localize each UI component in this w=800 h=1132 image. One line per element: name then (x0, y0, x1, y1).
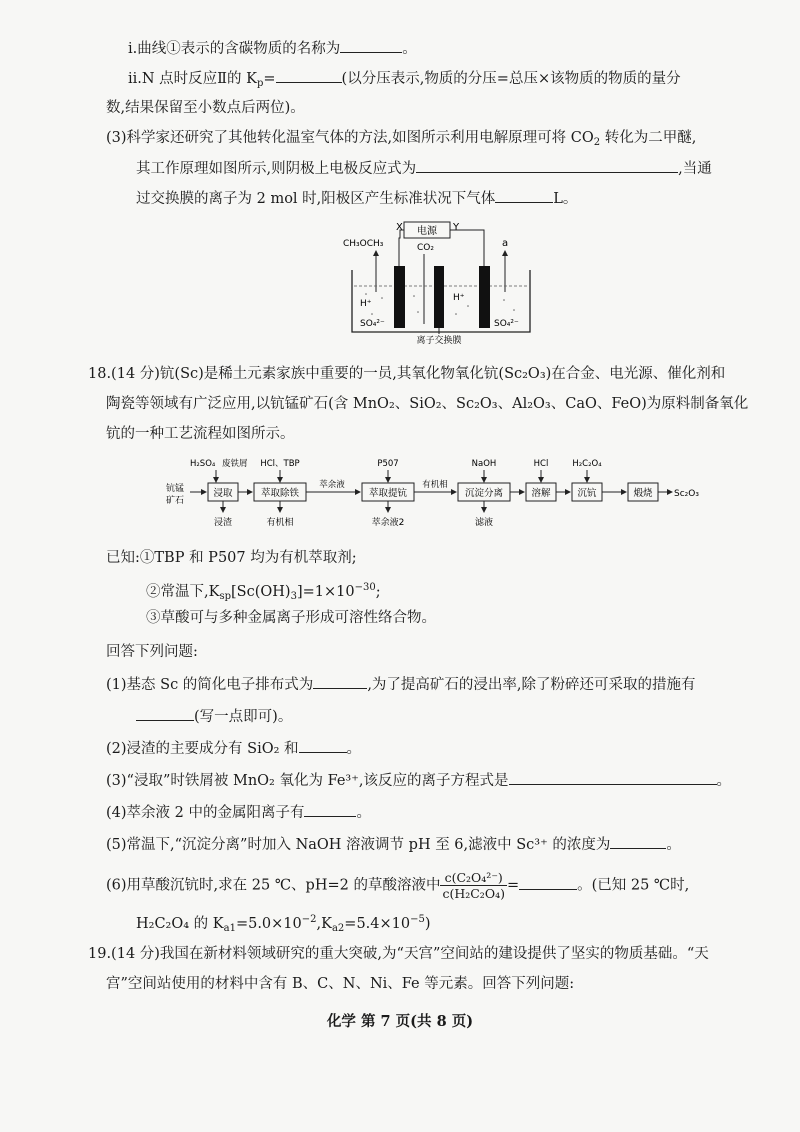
q17-ii-line2: 数,结果保留至小数点后两位)。 (106, 100, 305, 116)
step-precipitation-label: 沉淀分离 (464, 488, 504, 499)
raw-material-1: 钪锰 (166, 484, 185, 494)
q17-p3-line3: 过交换膜的离子为 2 mol 时,阳极区产生标准状况下气体 L。 (136, 188, 577, 209)
final-product: Sc₂O₃ (674, 489, 699, 499)
q18-intro-2: 陶瓷等领域有广泛应用,以钪锰矿石(含 MnO₂、SiO₂、Sc₂O₃、Al₂O₃、CaO、FeO)为原料制备氧化 (106, 396, 749, 412)
arrowhead-dme (373, 250, 379, 256)
q18-intro-3: 钪的一种工艺流程如图所示。 (106, 426, 295, 442)
q18-part-3: (3)“浸取”时铁屑被 MnO₂ 氧化为 Fe³⁺,该反应的离子方程式是 。 (106, 770, 731, 791)
q18-part-6: (6)用草酸沉钪时,求在 25 ℃、pH=2 的草酸溶液中 $\frac{\text{c(C₂O₄²⁻)}}{\text{c(H₂C₂O₄)}}$ = 。(已知 25 ℃时, (106, 870, 690, 901)
answer-blank[interactable] (276, 68, 342, 83)
q18-part-2: (2)浸渣的主要成分有 SiO₂ 和 。 (106, 738, 361, 759)
answer-prompt: 回答下列问题: (106, 644, 198, 660)
answer-blank[interactable] (340, 38, 402, 53)
step-iron-extraction-label: 萃取除铁 (260, 488, 300, 499)
answer-blank[interactable] (136, 706, 194, 721)
ion-so4-right: SO₄²⁻ (494, 319, 519, 329)
q18-part-5: (5)常温下,“沉淀分离”时加入 NaOH 溶液调节 pH 至 6,滤液中 Sc³⁺ 的浓度为 。 (106, 834, 681, 855)
step-calcination-label: 煅烧 (633, 488, 653, 499)
cathode-electrode (394, 266, 405, 328)
answer-blank[interactable] (416, 158, 678, 173)
ion-h-left: H⁺ (360, 299, 372, 309)
q18-intro-1: 18.(14 分)钪(Sc)是稀土元素家族中重要的一员,其氧化物氧化钪(Sc₂O₃)在合金、电光源、催化剂和 (88, 366, 726, 382)
terminal-y: Y (453, 222, 460, 233)
anode-electrode (479, 266, 490, 328)
ion-h-mid: H⁺ (453, 293, 465, 303)
reagent-hcl: HCl (533, 459, 549, 469)
intermediate-raffinate: 萃余液 (319, 480, 345, 490)
step-dissolve-label: 溶解 (531, 488, 551, 499)
output-filtrate: 滤液 (474, 518, 494, 528)
answer-blank[interactable] (313, 674, 367, 689)
power-label: 电源 (417, 226, 437, 237)
ion-so4-left: SO₄²⁻ (360, 319, 385, 329)
answer-blank[interactable] (519, 875, 577, 890)
known-2: ②常温下$,K_{sp}[Sc(OH)_3]=1\times 10^{-30}$; (146, 582, 381, 602)
answer-blank[interactable] (304, 802, 356, 817)
process-flow-diagram (160, 452, 720, 532)
answer-blank[interactable] (509, 770, 717, 785)
page-footer: 化学 第 7 页(共 8 页) (326, 1013, 474, 1030)
output-leach-residue: 浸渣 (213, 518, 233, 528)
step-leaching-label: 浸取 (213, 488, 233, 499)
answer-blank[interactable] (299, 738, 347, 753)
known-1: 已知:①TBP 和 P507 均为有机萃取剂; (106, 550, 357, 566)
electrolysis-diagram (338, 214, 538, 344)
q17-i-line: ⅰ.曲线①表示的含碳物质的名称为 。 (128, 38, 417, 59)
q17-ii-line: ⅱ.N 点时反应Ⅱ的 $K_p=$ (以分压表示,物质的分压=总压×该物质的物质的量分 (128, 68, 681, 94)
wire-right (450, 230, 484, 266)
q18-part-1-cont: (写一点即可)。 (136, 706, 292, 727)
membrane-label: 离子交换膜 (416, 336, 462, 344)
step-sc-precipitation-label: 沉钪 (577, 488, 597, 499)
q18-part-6-constants: H₂C₂O₄ 的 $K_{a1}=5.0\times 10^{-2},K_{a2}=5.4\times 10^{-5}$) (136, 914, 431, 934)
reagent-hcl-tbp: HCl、TBP (260, 459, 300, 469)
q17-p3-line2: 其工作原理如图所示,则阴极上电极反应式为 ,当通 (136, 158, 712, 179)
output-raffinate-2: 萃余液2 (371, 518, 405, 528)
arrowhead-a (502, 250, 508, 256)
step-sc-extraction-label: 萃取提钪 (368, 488, 408, 499)
reagent-p507: P507 (377, 459, 399, 469)
raw-material-2: 矿石 (166, 496, 185, 506)
input-co2: CO₂ (417, 243, 434, 253)
product-a: a (502, 238, 509, 249)
wire-left (399, 230, 404, 266)
q19-line-2: 宫”空间站使用的材料中含有 B、C、N、Ni、Fe 等元素。回答下列问题: (106, 976, 575, 992)
answer-blank[interactable] (495, 188, 553, 203)
terminal-x: X (396, 222, 403, 233)
reagent-iron-scrap: 废铁屑 (222, 459, 248, 469)
q18-part-1: (1)基态 Sc 的简化电子排布式为 ,为了提高矿石的浸出率,除了粉碎还可采取的措施有 (106, 674, 696, 695)
output-organic-phase: 有机相 (266, 518, 294, 528)
intermediate-organic: 有机相 (422, 480, 448, 490)
q17-p3-line1: (3)科学家还研究了其他转化温室气体的方法,如图所示利用电解原理可将 $CO_2$ 转化为二甲醚, (106, 130, 697, 148)
concentration-ratio: $\frac{\text{c(C₂O₄²⁻)}}{\text{c(H₂C₂O₄)}}$ (442, 870, 505, 901)
reagent-h2so4: H₂SO₄ (190, 459, 216, 469)
answer-blank[interactable] (610, 834, 666, 849)
reagent-oxalic-acid: H₂C₂O₄ (572, 459, 602, 469)
ion-exchange-membrane (434, 266, 444, 328)
q19-line-1: 19.(14 分)我国在新材料领域研究的重大突破,为“天宫”空间站的建设提供了坚实的物质基础。“天 (88, 946, 709, 962)
known-3: ③草酸可与多种金属离子形成可溶性络合物。 (146, 610, 436, 626)
product-dme: CH₃OCH₃ (343, 239, 384, 249)
reagent-naoh: NaOH (471, 459, 497, 469)
q18-part-4: (4)萃余液 2 中的金属阳离子有 。 (106, 802, 371, 823)
